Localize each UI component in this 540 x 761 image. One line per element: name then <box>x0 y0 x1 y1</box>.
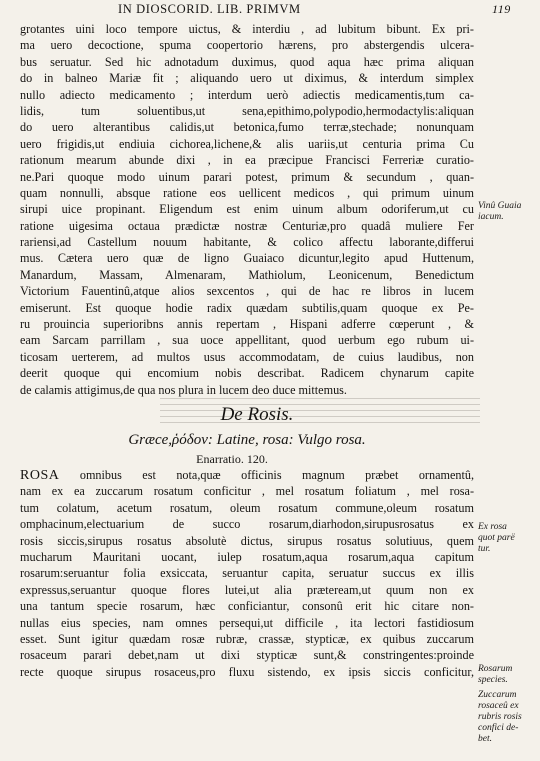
running-head <box>0 2 540 18</box>
running-title: IN DIOSCORID. LIB. PRIMVM <box>118 2 301 16</box>
margin-note-line: confici de- <box>478 723 519 733</box>
text-line: nullas eius species, nam omnes persequi,ut difficile , ita lectori fastidiosum <box>20 615 474 630</box>
margin-note-line: rubris rosis <box>478 712 522 722</box>
text-line: lidis, tum soluentibus,ut sena,epithimo,polypodio,hermodactylis:aliquan <box>20 103 474 118</box>
text-line: rariensi,ad Castellum nouum habitante, & colico affectu laborante,differui <box>20 235 474 250</box>
text-line: uero frigidis,ut endiuia cichorea,lichene,& alis uariis,ut centuria prima Cu <box>20 136 474 151</box>
text-line: mus. Cætera uero quæ de ligno Guaiaco dicuntur,legito apud Huttenum, <box>20 251 474 266</box>
text-line: ticosam uerterem, ad multos usus accommodatam, de cuius laudibus, non <box>20 349 474 364</box>
text-line: bus seruatur. Sed hic adnotadum duximus, quod aqua hæc prima aliquan <box>20 54 474 69</box>
lead-line-rest: omnibus est nota,quæ officinis magnum præbet ornamentû, <box>59 467 474 482</box>
text-line: quam nonnulli, absque ratione eos uellicent medicos , qui primum uinum <box>20 185 474 200</box>
text-line: de calamis attigimus,de qua nos plura in lucem deo duce mittemus. <box>20 382 347 397</box>
text-line: ma uero decoctione, spuma coopertorio hærens, pro abstergendis ulcera- <box>20 38 474 53</box>
text-line: grotantes uini loco tempore uictus, & interdiu , ad lubitum bibunt. Ex pri- <box>20 22 474 36</box>
paragraph-rosa <box>20 467 474 680</box>
margin-note-line: quot parë <box>478 533 515 543</box>
text-line: emiserunt. Est quoque hodie radix quædam subtilis,quam quoque ex Pe- <box>20 300 474 315</box>
text-line: omphacinum,electuarium de succo rosarum,diarhodon,sirupusrosatus ex <box>20 517 474 532</box>
text-line: Victorium Fauentinû,atque alios sexcentos , qui de hac re libros in lucem <box>20 284 474 299</box>
margin-note-rosarum-species <box>478 664 540 686</box>
margin-note-vinum-guaiaci <box>478 201 540 223</box>
margin-note-line: Zuccarum <box>478 690 517 700</box>
text-line: Manardum, Massam, Almenaram, Mathiolum, Leonicenum, Benedictum <box>20 267 474 282</box>
text-line: nullo adiecto medicamento ; interdum uerò adiectis medicamentis,tum ca- <box>20 87 474 102</box>
text-line: rationum mearum abunde dixi , in ea præcipue Francisci Ferreriæ curatio- <box>20 153 474 168</box>
text-line: esset. Sunt igitur quædam rosæ rubræ, crassæ, stypticæ, ex quibus zuccarum <box>20 631 474 646</box>
text-line: tum colatum, acetum rosatum, oleum rosatum commune,oleum rosatum <box>20 500 474 515</box>
text-line: una tantum specie rosarum, hæc conficiantur, consonû erit hic citare non- <box>20 599 474 614</box>
text-line: rosarum:seruantur folia exsiccata, seruantur capita, seruatur succus ex illis <box>20 566 474 581</box>
main-text-column <box>20 21 474 680</box>
text-line: eam Sarcam parrillam , sua uoce appellitant, quod uerbum ego rubum ui- <box>20 333 474 348</box>
page-number: 119 <box>492 2 511 16</box>
text-line: expressus,seruantur quoque flores lutei,ut alia præteream,ut quum non ex <box>20 582 474 597</box>
margin-note-line: Rosarum <box>478 664 513 674</box>
margin-note-line: Ex rosa <box>478 522 507 532</box>
margin-note-line: species. <box>478 675 508 685</box>
lead-word: ROSA <box>20 467 60 483</box>
margin-note-line: rosaceû ex <box>478 701 519 711</box>
margin-note-line: iacum. <box>478 212 504 222</box>
text-line <box>20 467 474 483</box>
text-line: mucharum Mauritani uocant, iulep rosatum,aqua rosarum,aqua capitum <box>20 549 474 564</box>
text-line: rosis siccis,sirupus rosatus absolutè dictus, sirupus rosatus solutiuus, quem <box>20 533 474 548</box>
text-line: rosaceum parari debet,nam ut dixi stypticæ sunt,& constringentes:proinde <box>20 648 474 663</box>
text-line: ru prouincia superioribns annis repertam , Hispani adferre cœperunt , & <box>20 317 474 332</box>
margin-note-ex-rosa <box>478 522 540 555</box>
margin-note-zuccarum <box>478 690 540 745</box>
text-line: ne.Pari quoque modo uinum parari potest, primum & secundum , quan- <box>20 169 474 184</box>
text-line: recte quoque sirupus rosaceus,pro fluxu sistendo, ex ipsis siccis conficitur, <box>20 664 474 679</box>
text-line: do in balneo Mariæ fit ; aliquando uero ut diximus, & interdum simplex <box>20 71 474 86</box>
text-line: ratione uigesima octaua prædictæ nostræ Centuriæ,pro quadâ muliere Fer <box>20 218 474 233</box>
text-line: do uero alterantibus calidis,ut betonica,fumo terræ,stechade; nonunquam <box>20 120 474 135</box>
text-line: sirupi uice propinant. Eligendum est enim uinum album odoriferum,ut cu <box>20 202 474 217</box>
text-line: nam ex ea zuccarum rosatum conficitur , mel rosatum foliatum , mel rosa- <box>20 484 474 499</box>
paragraph-guaiacum <box>20 21 474 398</box>
paragraph-rosa-lines <box>20 483 474 680</box>
enarratio-heading: Enarratio. 120. <box>196 451 268 466</box>
text-line: deerit quoque qui encomium nobis describat. Radicem chynarum capite <box>20 366 474 381</box>
margin-note-line: bet. <box>478 734 492 744</box>
section-title: De Rosis. <box>220 403 294 425</box>
section-subtitle: Græce,ῥόδον: Latine, rosa: Vulgo rosa. <box>128 431 366 448</box>
margin-note-line: Vinû Guaia <box>478 201 522 211</box>
margin-note-line: tur. <box>478 544 491 554</box>
